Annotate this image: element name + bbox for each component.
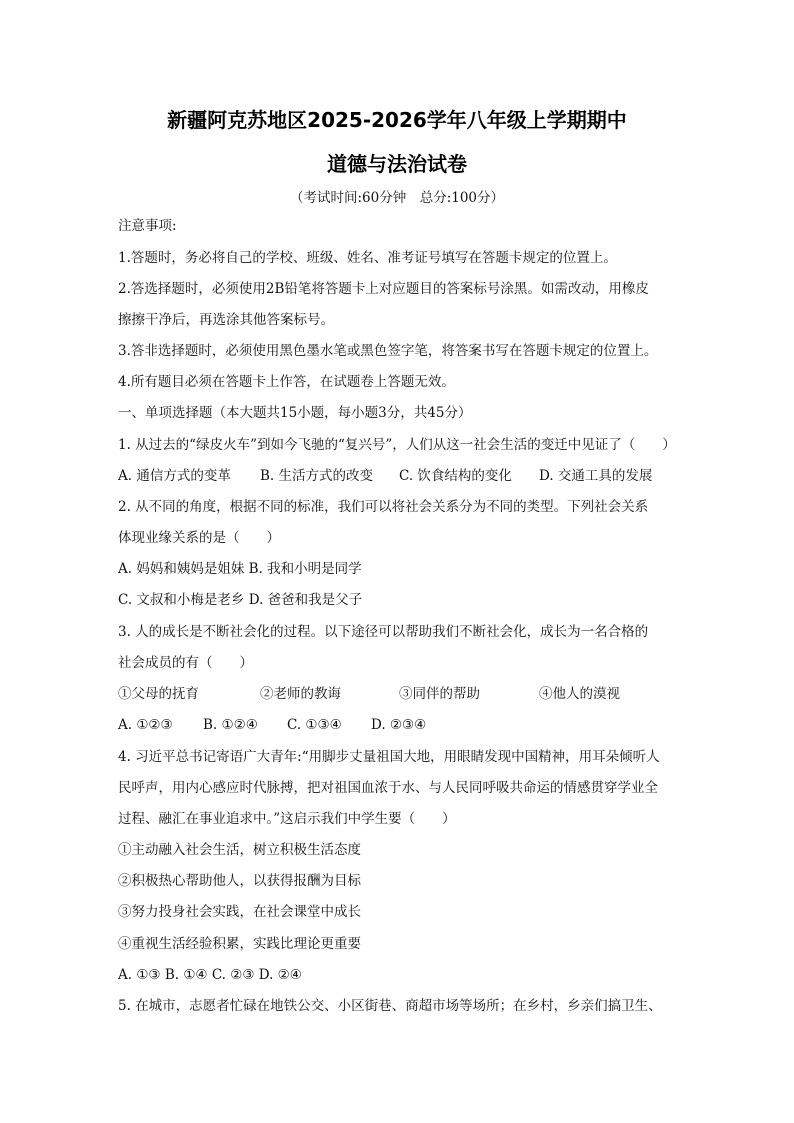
section1-heading: 一、单项选择题（本大题共15小题，每小题3分，共45分） — [118, 405, 472, 421]
q1-option-c: C. 饮食结构的变化 — [399, 468, 512, 484]
q5-stem-line1: 5. 在城市，志愿者忙碌在地铁公交、小区街巷、商超市场等场所；在乡村，乡亲们搞卫生、 — [118, 998, 662, 1014]
q3-stem-line2: 社会成员的有（ ） — [118, 655, 253, 671]
q4-stem-line2: 民呼声，用内心感应时代脉搏，把对祖国血浓于水、与人民同呼吸共命运的情感贯穿学业全 — [118, 780, 658, 796]
notes-item-4: 4.所有题目必须在答题卡上作答，在试题卷上答题无效。 — [118, 374, 455, 390]
q1-option-a: A. 通信方式的变革 — [118, 468, 231, 484]
exam-title-line1: 新疆阿克苏地区2025-2026学年八年级上学期期中 — [167, 108, 627, 132]
q1-stem: 1. 从过去的“绿皮火车”到如今飞驰的“复兴号”，人们从这一社会生活的变迁中见证了（ ） — [118, 437, 676, 453]
notes-item-1: 1.答题时，务必将自己的学校、班级、姓名、准考证号填写在答题卡规定的位置上。 — [118, 250, 617, 266]
q3-choice-4: ④他人的漠视 — [539, 686, 620, 702]
q2-options-line2: C. 文叔和小梅是老乡 D. 爸爸和我是父子 — [118, 592, 363, 608]
q3-choice-3: ③同伴的帮助 — [399, 686, 480, 702]
q3-choice-2: ②老师的教诲 — [260, 686, 341, 702]
q4-choice-3: ③努力投身社会实践，在社会课堂中成长 — [118, 904, 361, 920]
q4-stem-line3: 过程、融汇在事业追求中。”这启示我们中学生要（ ） — [118, 811, 456, 827]
exam-info: （考试时间:60分钟 总分:100分） — [289, 190, 505, 206]
q3-option-b: B. ①②④ — [203, 717, 258, 733]
q1-option-b: B. 生活方式的改变 — [260, 468, 374, 484]
q3-choice-1: ①父母的抚育 — [118, 686, 199, 702]
notes-item-3: 3.答非选择题时，必须使用黑色墨水笔或黑色签字笔，将答案书写在答题卡规定的位置上。 — [118, 343, 658, 359]
q2-stem-line2: 体现业缘关系的是（ ） — [118, 530, 280, 546]
q4-choice-4: ④重视生活经验积累，实践比理论更重要 — [118, 936, 361, 952]
q4-choice-2: ②积极热心帮助他人，以获得报酬为目标 — [118, 873, 361, 889]
notes-item-2-line2: 擦擦干净后，再选涂其他答案标号。 — [118, 312, 334, 328]
exam-title-line2: 道德与法治试卷 — [327, 152, 467, 176]
notes-item-2-line1: 2.答选择题时，必须使用2B铅笔将答题卡上对应题目的答案标号涂黑。如需改动，用橡皮 — [118, 281, 649, 297]
q4-stem-line1: 4. 习近平总书记寄语广大青年:“用脚步丈量祖国大地，用眼睛发现中国精神，用耳朵倾听人 — [118, 749, 660, 765]
q3-option-d: D. ②③④ — [371, 717, 427, 733]
q3-option-c: C. ①③④ — [287, 717, 342, 733]
q4-choice-1: ①主动融入社会生活，树立积极生活态度 — [118, 842, 361, 858]
notes-heading: 注意事项: — [118, 218, 177, 234]
q4-options: A. ①③ B. ①④ C. ②③ D. ②④ — [118, 967, 302, 983]
q2-options-line1: A. 妈妈和姨妈是姐妹 B. 我和小明是同学 — [118, 561, 362, 577]
q3-stem-line1: 3. 人的成长是不断社会化的过程。以下途径可以帮助我们不断社会化，成长为一名合格的 — [118, 624, 649, 640]
q2-stem-line1: 2. 从不同的角度，根据不同的标准，我们可以将社会关系分为不同的类型。下列社会关系 — [118, 499, 649, 515]
q1-option-d: D. 交通工具的发展 — [539, 468, 653, 484]
q3-option-a: A. ①②③ — [118, 717, 173, 733]
